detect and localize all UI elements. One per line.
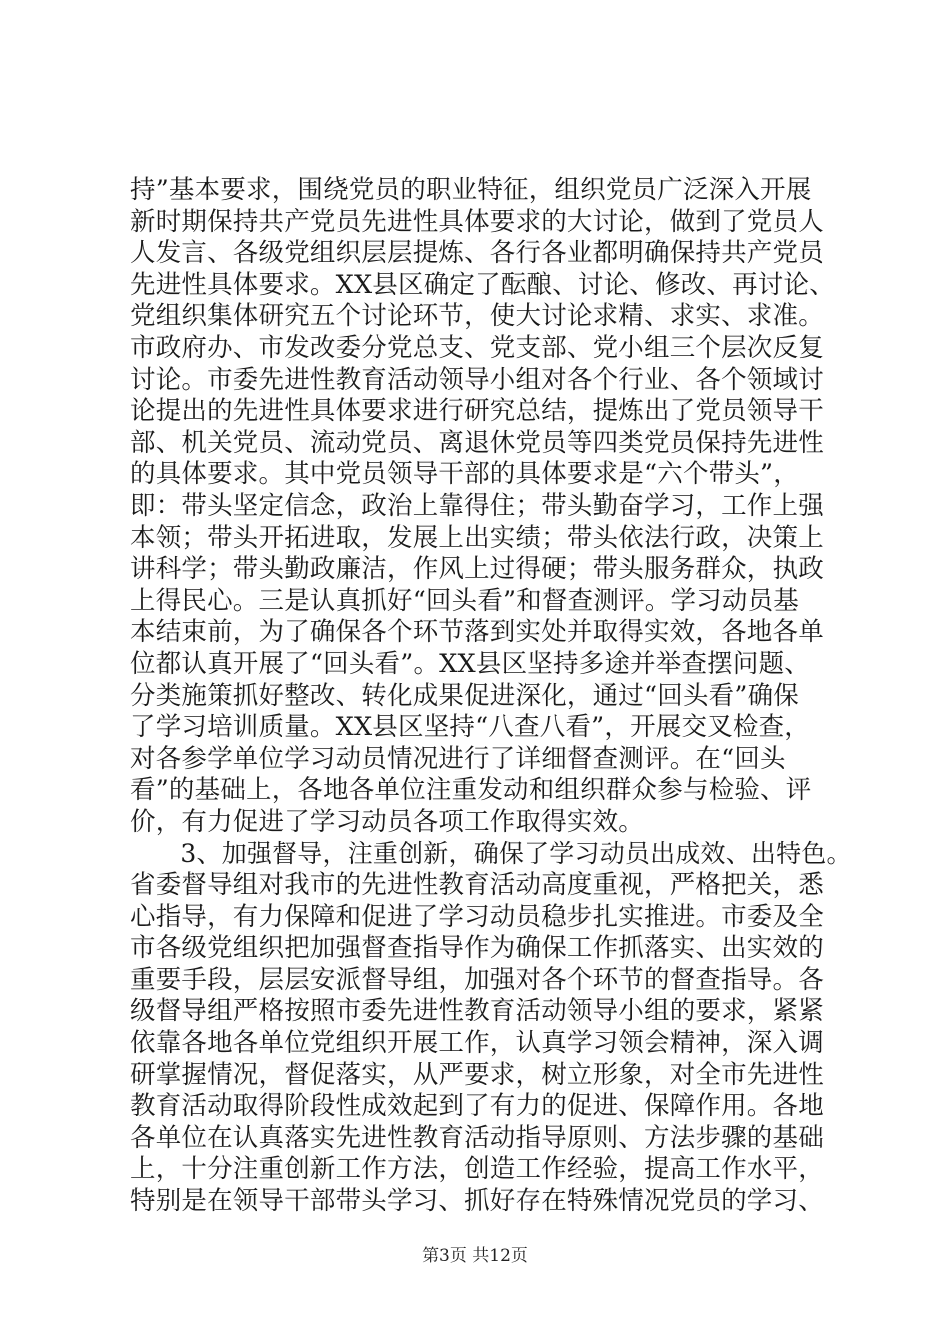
text-line: 研掌握情况，督促落实，从严要求，树立形象，对全市先进性 — [130, 1059, 824, 1090]
text-line: 依靠各地各单位党组织开展工作，认真学习领会精神，深入调 — [130, 1028, 824, 1059]
text-line: 新时期保持共产党员先进性具体要求的大讨论，做到了党员人 — [130, 206, 824, 237]
text-line: 3、加强督导，注重创新，确保了学习动员出成效、出特色。 — [130, 839, 852, 869]
text-line: 即：带头坚定信念，政治上靠得住；带头勤奋学习，工作上强 — [130, 490, 824, 521]
text-line: 价，有力促进了学习动员各项工作取得实效。 — [130, 806, 645, 837]
text-line: 分类施策抓好整改、转化成果促进深化，通过“回头看”确保 — [130, 680, 799, 711]
text-line: 市政府办、市发改委分党总支、党支部、党小组三个层次反复 — [130, 332, 824, 363]
text-line: 对各参学单位学习动员情况进行了详细督查测评。在“回头 — [130, 743, 786, 774]
page-footer: 第3页 共12页 — [422, 1246, 528, 1266]
text-line: 了学习培训质量。XX县区坚持“八查八看”，开展交叉检查， — [130, 712, 810, 743]
text-line: 人发言、各级党组织层层提炼、各行各业都明确保持共产党员 — [130, 238, 824, 269]
text-line: 看”的基础上，各地各单位注重发动和组织群众参与检验、评 — [130, 775, 812, 806]
text-line: 党组织集体研究五个讨论环节，使大讨论求精、求实、求准。 — [130, 301, 824, 332]
text-line: 教育活动取得阶段性成效起到了有力的促进、保障作用。各地 — [130, 1091, 824, 1122]
text-line: 位都认真开展了“回头看”。XX县区坚持多途并举查摆问题、 — [130, 648, 810, 679]
text-line: 上得民心。三是认真抓好“回头看”和督查测评。学习动员基 — [130, 585, 799, 616]
text-line: 本结束前，为了确保各个环节落到实处并取得实效，各地各单 — [130, 617, 824, 648]
text-line: 先进性具体要求。XX县区确定了酝酿、讨论、修改、再讨论、 — [130, 269, 835, 300]
text-line: 本领；带头开拓进取，发展上出实绩；带头依法行政，决策上 — [130, 522, 824, 553]
text-line: 心指导，有力保障和促进了学习动员稳步扎实推进。市委及全 — [130, 901, 824, 932]
text-line: 持”基本要求，围绕党员的职业特征，组织党员广泛深入开展 — [130, 175, 812, 205]
text-line: 特别是在领导干部带头学习、抓好存在特殊情况党员的学习、 — [130, 1186, 824, 1216]
text-line: 市各级党组织把加强督查指导作为确保工作抓落实、出实效的 — [130, 933, 824, 964]
text-line: 的具体要求。其中党员领导干部的具体要求是“六个带头”， — [130, 459, 799, 490]
text-line: 级督导组严格按照市委先进性教育活动领导小组的要求，紧紧 — [130, 996, 824, 1027]
text-line: 论提出的先进性具体要求进行研究总结，提炼出了党员领导干 — [130, 396, 824, 427]
text-line: 部、机关党员、流动党员、离退休党员等四类党员保持先进性 — [130, 427, 824, 458]
text-line: 各单位在认真落实先进性教育活动指导原则、方法步骤的基础 — [130, 1122, 824, 1153]
body-text — [130, 175, 850, 1218]
text-line: 上，十分注重创新工作方法，创造工作经验，提高工作水平， — [130, 1154, 824, 1185]
text-line: 重要手段，层层安派督导组，加强对各个环节的督查指导。各 — [130, 964, 824, 995]
text-line: 省委督导组对我市的先进性教育活动高度重视，严格把关，悉 — [130, 870, 824, 901]
text-line: 讨论。市委先进性教育活动领导小组对各个行业、各个领域讨 — [130, 364, 824, 395]
text-line: 讲科学；带头勤政廉洁，作风上过得硬；带头服务群众，执政 — [130, 554, 824, 585]
